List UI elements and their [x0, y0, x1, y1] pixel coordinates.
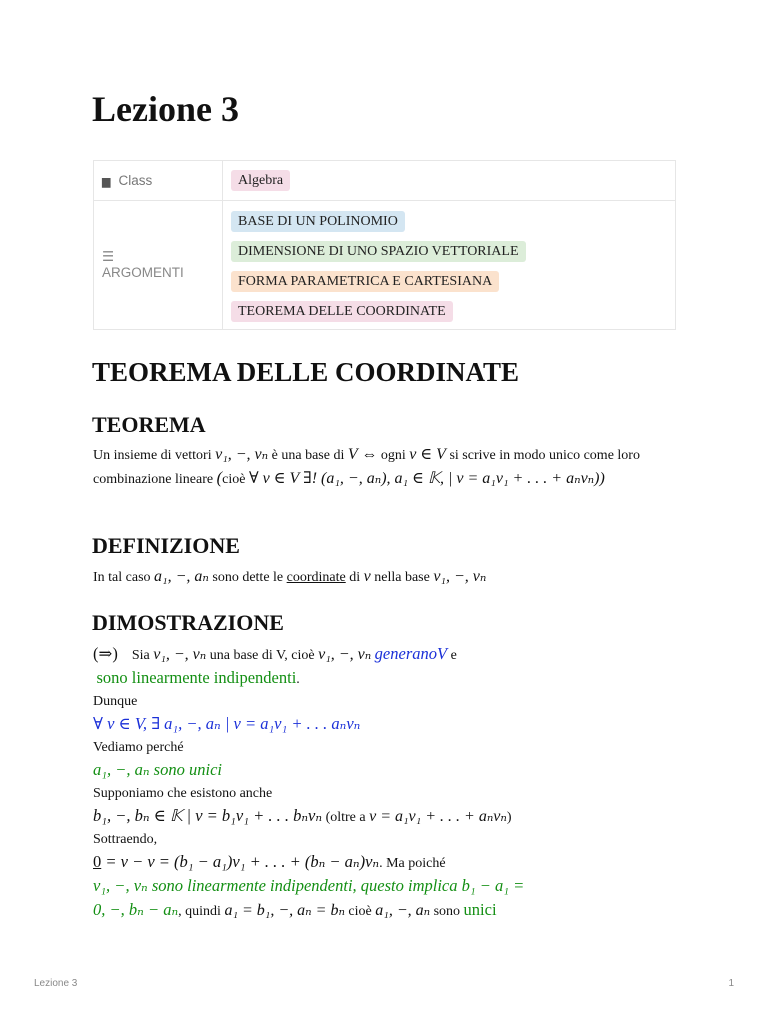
list-icon: ☰ — [102, 249, 115, 264]
footer-title: Lezione 3 — [34, 978, 78, 989]
proof-line: Sottraendo, — [93, 832, 158, 847]
proof-line: Dunque — [93, 694, 138, 709]
argomento-tag[interactable]: FORMA PARAMETRICA E CARTESIANA — [231, 271, 499, 292]
proof-line: ∀ v ∈ V, ∃ a₁, −, aₙ | v = a₁v₁ + . . . aₙvₙ — [93, 714, 361, 733]
argomenti-label: ARGOMENTI — [102, 265, 184, 280]
property-key-argomenti — [94, 201, 223, 330]
argomento-tag[interactable]: TEOREMA DELLE COORDINATE — [231, 301, 453, 322]
book-icon: ▆ — [102, 176, 111, 188]
dimostrazione-body — [93, 643, 683, 923]
class-label: Class — [118, 173, 153, 188]
proof-line: Vediamo perché — [93, 740, 184, 755]
proof-line: 0, −, bₙ − aₙ, quindi a₁ = b₁, −, aₙ = bₙ cioè a₁, −, aₙ sono unici — [93, 900, 497, 919]
page-number: 1 — [728, 978, 734, 989]
argomento-tag[interactable]: BASE DI UN POLINOMIO — [231, 211, 405, 232]
property-value-argomenti — [223, 201, 676, 330]
teorema-text: Un insieme di vettori v₁, −, vₙ è una base di V ⇔ ogni v ∈ V si scrive in modo unico come loro combinazione lineare (cioè ∀ v ∈ V ∃! (a₁, −, aₙ), a₁ ∈ 𝕂, | v = a₁v₁ + . . . + aₙvₙ)) — [93, 446, 640, 487]
definizione-heading: DEFINIZIONE — [92, 533, 240, 558]
property-value-class — [223, 161, 676, 201]
class-tag[interactable]: Algebra — [231, 170, 290, 191]
section-title: TEOREMA DELLE COORDINATE — [92, 357, 520, 387]
proof-line: a₁, −, aₙ sono unici — [93, 760, 222, 779]
argomento-tag[interactable]: DIMENSIONE DI UNO SPAZIO VETTORIALE — [231, 241, 526, 262]
teorema-heading: TEOREMA — [92, 412, 206, 437]
proof-line: (⇒) Sia v₁, −, vₙ una base di V, cioè v₁, −, vₙ generanoV e — [93, 644, 457, 663]
proof-line: Supponiamo che esistono anche — [93, 786, 273, 801]
dimostrazione-heading: DIMOSTRAZIONE — [92, 610, 284, 635]
property-row-class — [94, 161, 676, 201]
property-row-argomenti — [94, 201, 676, 330]
proof-line: v₁, −, vₙ sono linearmente indipendenti, questo implica b₁ − a₁ = — [93, 876, 525, 895]
page-title: Lezione 3 — [92, 89, 239, 129]
property-key-class — [94, 161, 223, 201]
proof-line: 0 = v − v = (b₁ − a₁)v₁ + . . . + (bₙ − aₙ)vₙ. Ma poiché — [93, 852, 446, 871]
definizione-text: In tal caso a₁, −, aₙ sono dette le coordinate di v nella base v₁, −, vₙ — [93, 568, 487, 585]
proof-line: b₁, −, bₙ ∈ 𝕂 | v = b₁v₁ + . . . bₙvₙ (oltre a v = a₁v₁ + . . . + aₙvₙ) — [93, 806, 512, 825]
proof-line: sono linearmente indipendenti. — [96, 668, 300, 687]
properties-table — [93, 160, 676, 330]
